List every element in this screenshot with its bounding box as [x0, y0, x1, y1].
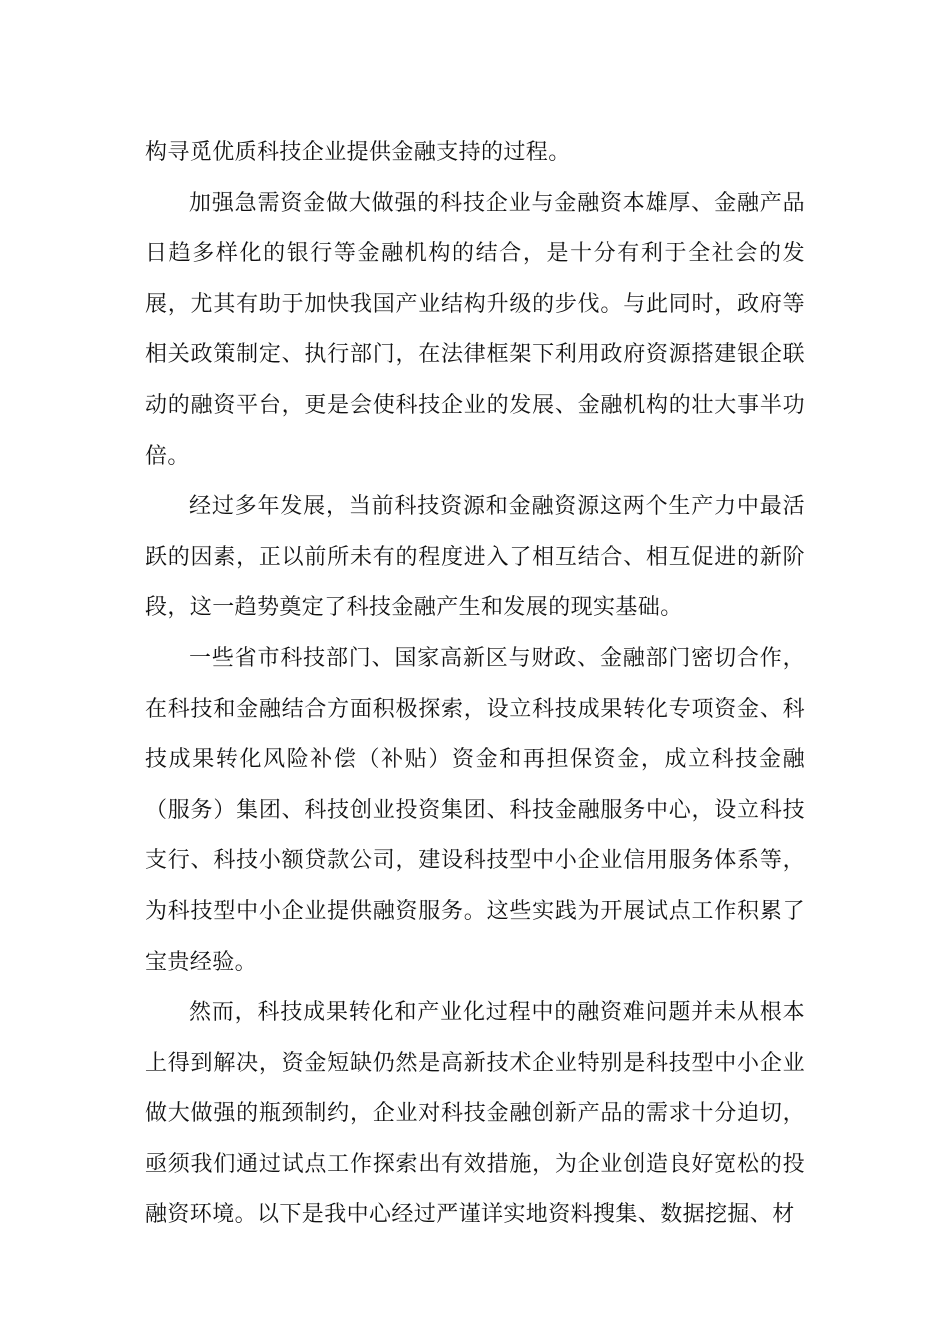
paragraph-1: 构寻觅优质科技企业提供金融支持的过程。	[145, 140, 571, 165]
document-body	[145, 128, 805, 1241]
paragraph-4: 一些省市科技部门、国家高新区与财政、金融部门密切合作，在科技和金融结合方面积极探索，设立科技成果转化专项资金、科技成果转化风险补偿（补贴）资金和再担保资金，成立科技金融（服务）集团、科技创业投资集团、科技金融服务中心，设立科技支行、科技小额贷款公司，建设科技型中小企业信用服务体系等，为科技型中小企业提供融资服务。这些实践为开展试点工作积累了宝贵经验。	[145, 645, 805, 975]
paragraph-2: 加强急需资金做大做强的科技企业与金融资本雄厚、金融产品日趋多样化的银行等金融机构的结合，是十分有利于全社会的发展，尤其有助于加快我国产业结构升级的步伐。与此同时，政府等相关政策制定、执行部门，在法律框架下利用政府资源搭建银企联动的融资平台，更是会使科技企业的发展、金融机构的壮大事半功倍。	[145, 190, 805, 469]
paragraph-5: 然而，科技成果转化和产业化过程中的融资难问题并未从根本上得到解决，资金短缺仍然是高新技术企业特别是科技型中小企业做大做强的瓶颈制约，企业对科技金融创新产品的需求十分迫切，亟须我们通过试点工作探索出有效措施，为企业创造良好宽松的投融资环境。以下是我中心经过严谨详实地资料搜集、数据挖掘、材	[145, 1000, 805, 1228]
paragraph-3: 经过多年发展，当前科技资源和金融资源这两个生产力中最活跃的因素，正以前所未有的程度进入了相互结合、相互促进的新阶段，这一趋势奠定了科技金融产生和发展的现实基础。	[145, 494, 805, 621]
